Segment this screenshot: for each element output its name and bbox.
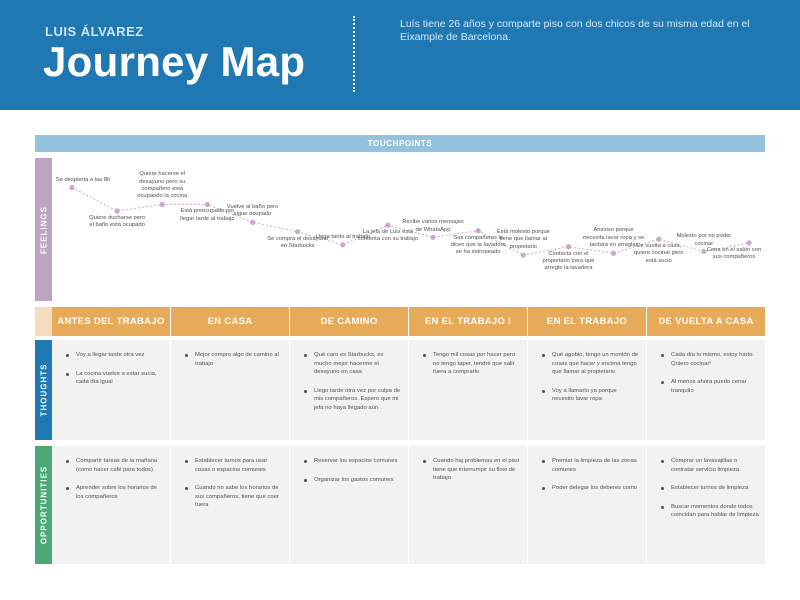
- thought-item: La cocina vuelve a estar sucia, cada día igual: [66, 370, 164, 387]
- thought-item: Voy a llamarlo ya porque necesito lavar ropa: [542, 387, 640, 404]
- thought-item: Qué agobio, tengo un montón de cosas que hacer y encima tengo que llamar al propietario: [542, 351, 640, 377]
- feeling-point: [250, 220, 255, 225]
- thought-cell-en-el-trabajo-5: [528, 340, 646, 440]
- thought-item: Llego tarde otra vez por culpa de mis compañeros. Espero que mi jefa no haya llegado aún: [304, 387, 402, 413]
- opportunity-list: [423, 457, 521, 483]
- feeling-label: Se compra el desayuno en Starbucks: [267, 235, 329, 249]
- feeling-label: Quiere ducharse pero el baño está ocupado: [89, 215, 146, 229]
- opportunity-list: [66, 457, 164, 501]
- opportunity-item: Poder delegar los deberes como: [542, 484, 640, 493]
- feeling-point: [566, 244, 571, 249]
- opportunity-item: Reservar los espacios comunes: [304, 457, 402, 466]
- feeling-point: [385, 223, 390, 228]
- opportunity-cell-en-el-trabajo-5: [528, 446, 646, 564]
- page-title: Journey Map: [43, 38, 306, 85]
- thought-list: [661, 351, 759, 395]
- thought-list: [423, 351, 521, 377]
- thought-item: Mejor compro algo de camino al trabajo: [185, 351, 283, 368]
- feeling-point: [521, 253, 526, 258]
- opportunity-list: [185, 457, 283, 510]
- feeling-label: Está preocupado por llegar tarde al trabajo: [180, 208, 235, 222]
- opportunity-list: [661, 457, 759, 520]
- thought-cell-antes-del-trabajo-1: [52, 340, 170, 440]
- feelings-row-label: FEELINGS: [35, 158, 52, 301]
- feeling-point: [656, 237, 661, 242]
- thought-item: Al menos ahora puedo cenar tranquilo: [661, 378, 759, 395]
- opportunity-list: [304, 457, 402, 484]
- persona-description: Luís tiene 26 años y comparte piso con dos chicos de su misma edad en el Eixample de Barcelona.: [400, 18, 750, 43]
- feeling-point: [160, 202, 165, 207]
- thought-cell-en-casa-2: [171, 340, 289, 440]
- opportunity-item: Organizar los gastos comunes: [304, 476, 402, 485]
- stage-header-de-camino-3: DE CAMINO: [290, 307, 408, 336]
- opportunity-cell-en-casa-2: [171, 446, 289, 564]
- thought-item: Tengo mil cosas por hacer pero no tengo taper, tendré que salir fuera a comprarlo: [423, 351, 521, 377]
- thought-item: Cada día lo mismo, estoy harto. Quiero cocinar!: [661, 351, 759, 368]
- stage-header-en-el-trabajo-i-4: EN EL TRABAJO I: [409, 307, 527, 336]
- opportunity-item: Premiar la limpieza de las zonas comunes: [542, 457, 640, 474]
- opportunity-item: Cuando no sabe los horarios de sus compañeros, tiene que coer fuera: [185, 484, 283, 510]
- feelings-curve: [52, 158, 765, 301]
- thought-cell-de-vuelta-a-casa-6: [647, 340, 765, 440]
- feeling-point: [69, 185, 74, 190]
- thoughts-row-label: THOUGHTS: [35, 340, 52, 440]
- opportunity-cell-de-vuelta-a-casa-6: [647, 446, 765, 564]
- feeling-point: [476, 228, 481, 233]
- stage-header-antes-del-trabajo-1: ANTES DEL TRABAJO: [52, 307, 170, 336]
- feeling-point: [611, 251, 616, 256]
- feeling-point: [430, 235, 435, 240]
- thought-item: Qué caro es Starbucks, es mucho mejor hacerme el desayuno en casa: [304, 351, 402, 377]
- stage-header-en-el-trabajo-5: EN EL TRABAJO: [528, 307, 646, 336]
- opportunity-item: Establecer turnos para usar cosas o espacios comunes: [185, 457, 283, 474]
- opportunity-item: Buscar momentos donde todos coincidan para hablar de limpieza: [661, 503, 759, 520]
- stage-row-spacer: [35, 307, 52, 336]
- thought-cell-en-el-trabajo-i-4: [409, 340, 527, 440]
- feeling-label: Sus compañeros le dicen que la lavadora se ha estropeado: [450, 234, 506, 256]
- feeling-label: La jefa de Luis está contenta con su trabajo: [357, 229, 419, 243]
- feeling-label: De vuelta a casa, quiere cocinar pero está sucio: [633, 243, 684, 264]
- feeling-label: Molesto por no poder cocinar: [676, 233, 732, 247]
- thought-list: [542, 351, 640, 404]
- header-banner: [0, 0, 800, 110]
- thought-item: Voy a llegar tarde otra vez: [66, 351, 164, 360]
- opportunity-item: Compartir tareas de la mañana (como hacer café para todos): [66, 457, 164, 474]
- feeling-point: [205, 202, 210, 207]
- feeling-label: Se despierta a las 8h: [55, 176, 111, 183]
- opportunity-cell-en-el-trabajo-i-4: [409, 446, 527, 564]
- feeling-label: Cena en el salón con sus compañeros: [706, 246, 762, 261]
- feeling-point: [115, 208, 120, 213]
- opportunity-cell-antes-del-trabajo-1: [52, 446, 170, 564]
- opportunity-list: [542, 457, 640, 493]
- feeling-label: Llega tarde al trabajo: [315, 233, 371, 240]
- feeling-label: Ansioso porque necesita lavar ropa y se tardará en arreglar: [582, 227, 645, 248]
- thought-list: [185, 351, 283, 368]
- thought-list: [304, 351, 402, 413]
- opportunity-item: Cuando haj problemas en el piso tiene que interrumpir su flow de trabajo: [423, 457, 521, 483]
- stage-header-en-casa-2: EN CASA: [171, 307, 289, 336]
- stage-header-de-vuelta-a-casa-6: DE VUELTA A CASA: [647, 307, 765, 336]
- opportunity-item: Establecer turnos de limpieza: [661, 484, 759, 493]
- thought-cell-de-camino-3: [290, 340, 408, 440]
- opportunity-item: Comprar un lavavajillas o contratar servicio limpieza: [661, 457, 759, 474]
- opportunity-cell-de-camino-3: [290, 446, 408, 564]
- persona-name: LUIS ÁLVAREZ: [45, 24, 144, 39]
- feeling-label: Recibe varios mensajes de WhatsApp: [402, 219, 464, 233]
- feeling-point: [295, 229, 300, 234]
- feeling-label: Está molesto porque tiene que llamar al propietario: [496, 229, 550, 250]
- feeling-point: [746, 240, 751, 245]
- opportunities-row-label: OPPORTUNITIES: [35, 446, 52, 564]
- feeling-point: [340, 242, 345, 247]
- feeling-label: Quiere hacerse el desayuno pero su compañero está ocupando la cocina: [137, 171, 188, 200]
- header-divider: [353, 16, 355, 92]
- touchpoints-bar: TOUCHPOINTS: [35, 135, 765, 152]
- feeling-label: Vuelve al baño pero sigue ocupado: [226, 204, 279, 218]
- opportunity-item: Aprender sobre los horarios de los compañeros: [66, 484, 164, 501]
- feeling-label: Contacta con el propietario para que arregle la lavadora: [542, 250, 595, 272]
- thought-list: [66, 351, 164, 387]
